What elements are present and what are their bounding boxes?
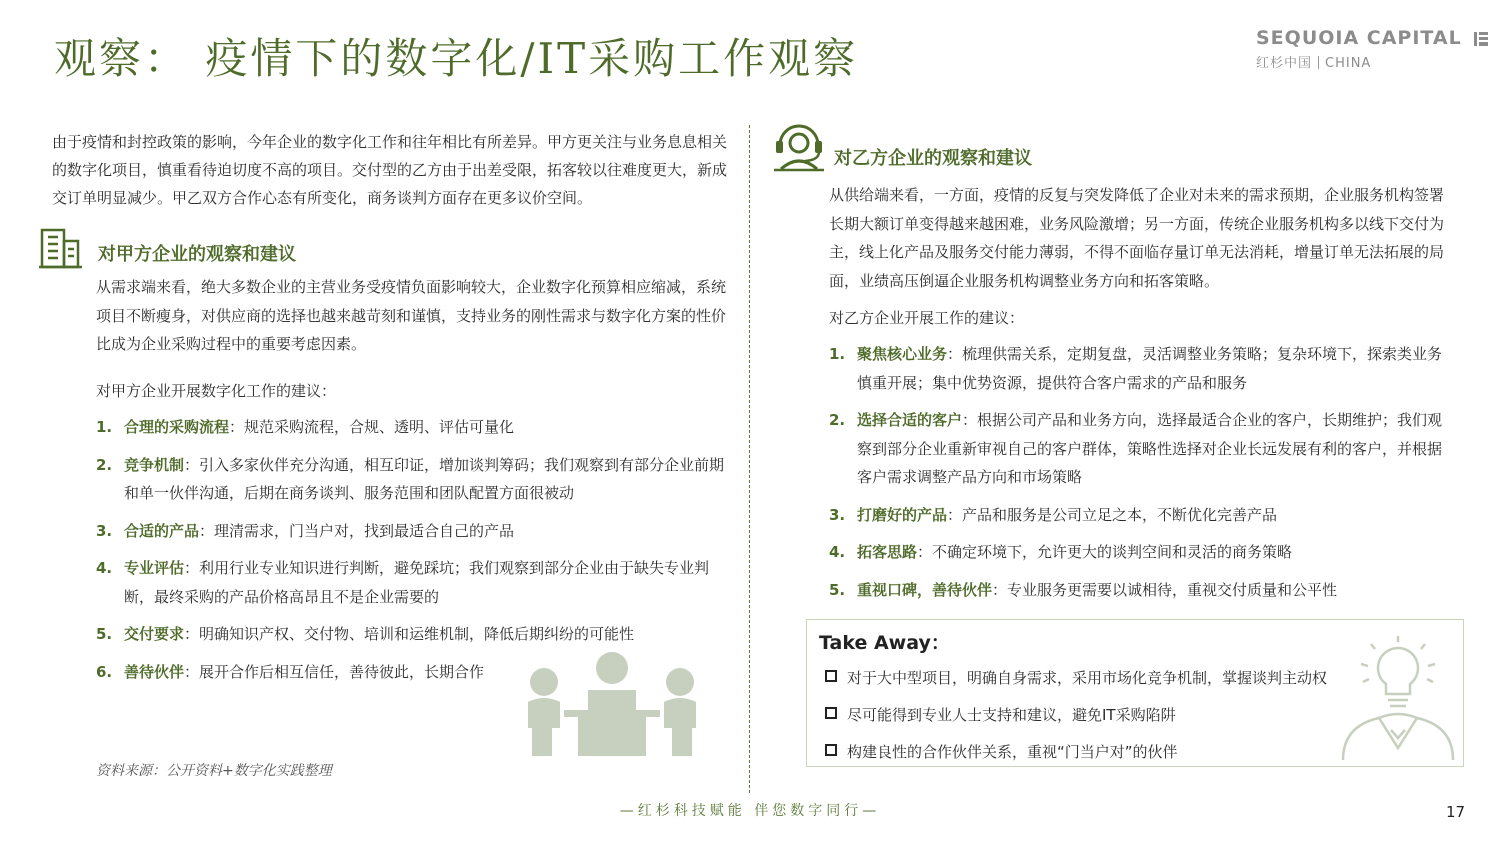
party-a-suggest-title: 对甲方企业开展数字化工作的建议： xyxy=(96,382,337,400)
logo-sub-en: CHINA xyxy=(1325,56,1372,71)
logo-main-text: SEQUOIA CAPITAL xyxy=(1256,27,1462,49)
takeaway-box xyxy=(806,619,1464,767)
list-item: 尽可能得到专业人士支持和建议，避免IT采购陷阱 xyxy=(825,697,1327,734)
party-a-body: 从需求端来看，绝大多数企业的主营业务受疫情负面影响较大，企业数字化预算相应缩减，系统项目不断瘦身，对供应商的选择也越来越苛刻和谨慎，支持业务的刚性需求与数字化方案的性价比成为企业采购过程中的重要考虑因素。 xyxy=(96,278,727,353)
list-item: 5. 重视口碑，善待伙伴：专业服务更需要以诚相待，重视交付质量和公平性 xyxy=(829,580,1338,599)
list-item: 3. 打磨好的产品：产品和服务是公司立足之本，不断优化完善产品 xyxy=(829,505,1278,524)
checkbox-bullet-icon xyxy=(825,670,837,682)
checkbox-bullet-icon xyxy=(825,744,837,756)
party-b-suggestion-list xyxy=(829,340,1454,613)
list-item: 构建良性的合作伙伴关系，重视“门当户对”的伙伴 xyxy=(825,734,1327,771)
list-item: 1. 合理的采购流程：规范采购流程，合规、透明、评估可量化 xyxy=(96,418,515,436)
list-item: 6. 善待伙伴：展开合作后相互信任，善待彼此，长期合作 xyxy=(96,662,485,681)
column-divider xyxy=(749,125,750,793)
headset-person-icon xyxy=(772,119,826,173)
sequoia-mark-icon xyxy=(1473,31,1489,47)
party-a-heading: 对甲方企业的观察和建议 xyxy=(98,244,296,265)
party-b-body: 从供给端来看，一方面，疫情的反复与突发降低了企业对未来的需求预期，企业服务机构签署长期大额订单变得越来越困难，业务风险激增；另一方面，传统企业服务机构多以线下交付为主，线上化产品及服务交付能力薄弱，不得不面临存量订单无法消耗，增量订单无法拓展的局面，业绩高压倒逼企业服务机构调整业务方向和拓客策略。 xyxy=(829,186,1445,290)
party-b-heading: 对乙方企业的观察和建议 xyxy=(834,148,1032,169)
party-b-suggest-title: 对乙方企业开展工作的建议： xyxy=(829,309,1025,327)
list-item: 对于大中型项目，明确自身需求，采用市场化竞争机制，掌握谈判主动权 xyxy=(825,660,1327,697)
checkbox-bullet-icon xyxy=(825,707,837,719)
footer-slogan: —红杉科技赋能 伴您数字同行— xyxy=(619,803,881,819)
source-note: 资料来源：公开资料+数字化实践整理 xyxy=(96,763,332,779)
intro-paragraph: 由于疫情和封控政策的影响，今年企业的数字化工作和往年相比有所差异。甲方更关注与业务息息相关的数字化项目，慎重看待迫切度不高的项目。交付型的乙方由于出差受限，拓客较以往难度更大，新成交订单明显减少。甲乙双方合作心态有所变化，商务谈判方面存在更多议价空间。 xyxy=(52,133,728,207)
list-item: 2. 选择合适的客户：根据公司产品和业务方向，选择最适合企业的客户，长期维护；我们观察到部分企业重新审视自己的客户群体，策略性选择对企业长远发展有利的客户，并根据客户需求调整产品方向和市场策略 xyxy=(829,411,1443,486)
list-item: 4. 拓客思路：不确定环境下，允许更大的谈判空间和灵活的商务策略 xyxy=(829,543,1293,561)
takeaway-list xyxy=(825,660,1327,771)
page-title: 观察： 疫情下的数字化/IT采购工作观察 xyxy=(54,34,859,83)
takeaway-title: Take Away： xyxy=(819,632,950,654)
page-number: 17 xyxy=(1446,803,1466,821)
list-item: 3. 合适的产品：理清需求，门当户对，找到最适合自己的产品 xyxy=(96,521,515,540)
list-item: 2. 竞争机制：引入多家伙伴充分沟通，相互印证，增加谈判筹码；我们观察到有部分企业前期和单一伙伴沟通，后期在商务谈判、服务范围和团队配置方面很被动 xyxy=(96,455,725,502)
sequoia-logo xyxy=(1256,27,1471,71)
idea-person-icon xyxy=(1339,634,1457,762)
meeting-illustration-icon xyxy=(526,650,698,756)
list-item: 5. 交付要求：明确知识产权、交付物、培训和运维机制，降低后期纠纷的可能性 xyxy=(96,625,635,643)
list-item: 4. 专业评估：利用行业专业知识进行判断，避免踩坑；我们观察到部分企业由于缺失专业判断，最终采购的产品价格高昂且不是企业需要的 xyxy=(96,559,710,606)
building-icon xyxy=(38,226,84,270)
list-item: 1. 聚焦核心业务：梳理供需关系，定期复盘，灵活调整业务策略；复杂环境下，探索类业务慎重开展；集中优势资源，提供符合客户需求的产品和服务 xyxy=(829,345,1443,392)
logo-sub-cn: 红杉中国 xyxy=(1256,56,1313,71)
